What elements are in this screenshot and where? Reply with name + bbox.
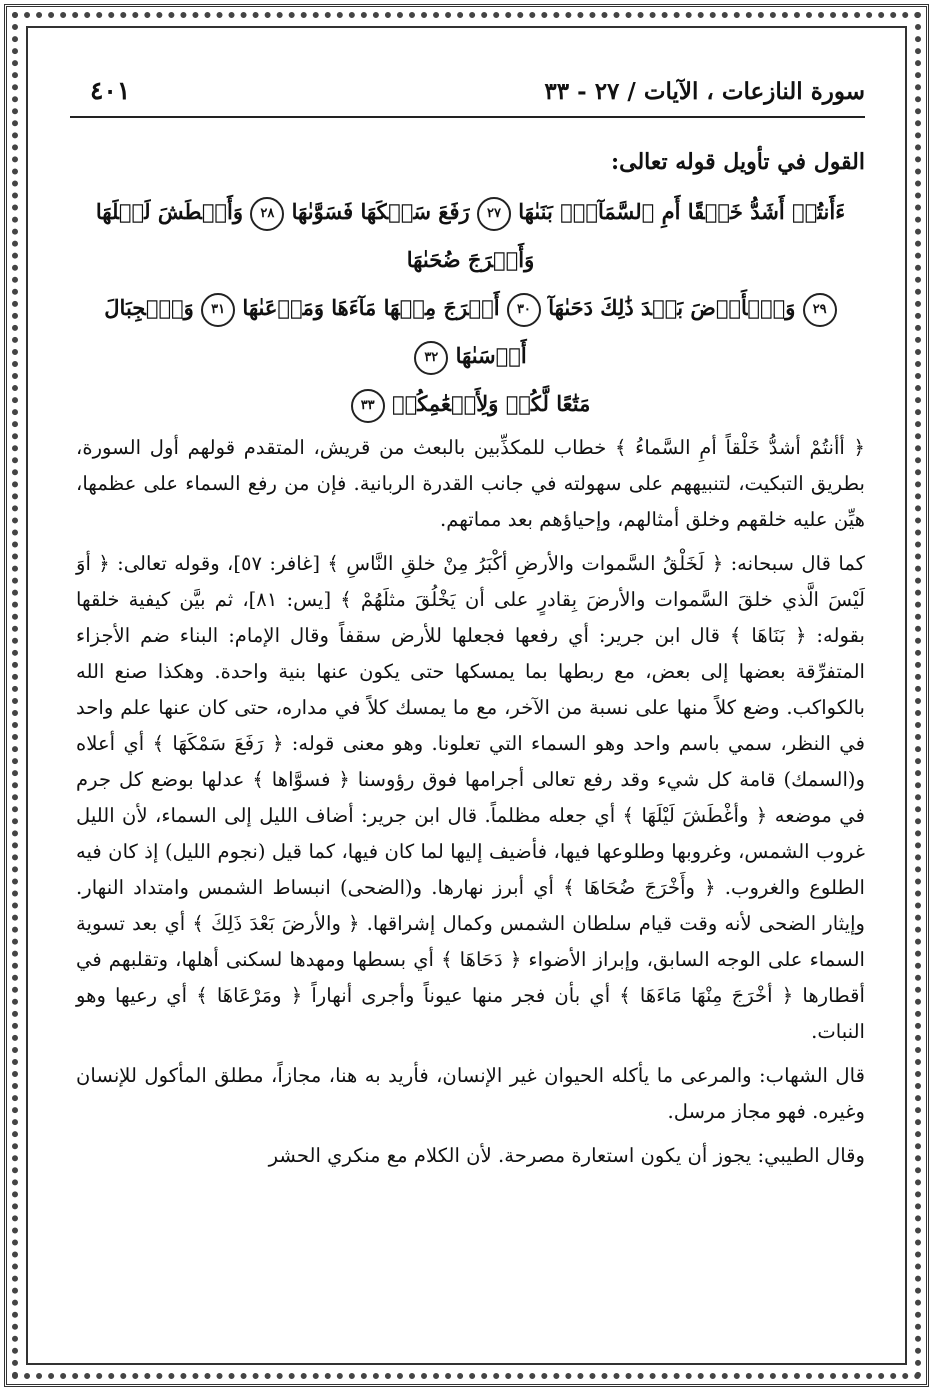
verse-text: وَٱلۡأَرۡضَ بَعۡدَ ذَٰلِكَ دَحَىٰهَآ — [548, 295, 796, 320]
verse-text: ءَأَنتُمۡ أَشَدُّ خَلۡقًا أَمِ ٱلسَّمَآءُۚ بَنَىٰهَا — [518, 199, 846, 224]
commentary-paragraph: ﴿ أأنتُمْ أشدُّ خَلْقاً أمِ السَّماءُ ﴾ خطاب للمكذِّبين بالبعث من قريش، المتقدم قولهم أول السورة، بطريق التبكيت، لتنبيههم على سهولته في جانب القدرة الربانية. فإن من رفع السماء على عظمها، هيِّن عليه خلقهم وخلق أمثالهم، وإحياؤهم بعد مماتهم. — [76, 436, 865, 531]
verse-number-marker: ٢٧ — [477, 197, 511, 231]
verse-number-marker: ٢٨ — [250, 197, 284, 231]
verse-number-marker: ٣٣ — [351, 389, 385, 423]
verse-text: مَتَٰعًا لَّكُمۡ وَلِأَنۡعَٰمِكُمۡ — [391, 391, 591, 416]
verse-number-marker: ٣٠ — [507, 293, 541, 327]
verse-text: أَخۡرَجَ مِنۡهَا مَآءَهَا وَمَرۡعَىٰهَا — [242, 295, 500, 320]
page-number: ٤٠١ — [90, 76, 131, 105]
verse-number-marker: ٣١ — [201, 293, 235, 327]
running-title: سورة النازعات ، الآيات / ٢٧ - ٣٣ — [544, 78, 865, 105]
header-rule — [70, 116, 865, 118]
verse-text: وَأَغۡطَشَ لَيۡلَهَا وَأَخۡرَجَ ضُحَىٰهَا — [95, 199, 535, 272]
commentary-paragraph: قال الشهاب: والمرعى ما يأكله الحيوان غير الإنسان، فأريد به هنا، مجازاً، مطلق المأكول للإنسان وغيره. فهو مجاز مرسل. — [76, 1064, 865, 1123]
verse-number-marker: ٢٩ — [803, 293, 837, 327]
commentary-paragraph: وقال الطيبي: يجوز أن يكون استعارة مصرحة. لأن الكلام مع منكري الحشر — [268, 1144, 865, 1167]
verse-text: وَٱلۡجِبَالَ أَرۡسَىٰهَا — [104, 295, 527, 368]
quran-verses-block — [76, 188, 865, 428]
page-content — [76, 144, 865, 1174]
verse-line — [76, 188, 865, 284]
commentary-paragraph: كما قال سبحانه: ﴿ لَخَلْقُ السَّموات والأرضِ أكْبَرُ مِنْ خلقِ النَّاسِ ﴾ [غافر: ٥٧]، وقوله تعالى: ﴿ أوَ لَيْسَ الَّذي خلقَ السَّموات والأرضَ بِقادرٍ على أن يَخْلُقَ مثلَهُمْ ﴾ [يس: ٨١]، ثم بيَّن كيفية خلقها بقوله: ﴿ بَنَاهَا ﴾ قال ابن جرير: أي رفعها فجعلها للأرض سقفاً وقال الإمام: البناء ضم الأجزاء المتفرِّقة بعضها إلى بعض، مع ربطها بما يمسكها حتى يكون عنها بنية واحدة. وهكذا صنع الله بالكواكب. وضع كلاً منها على نسبة من الآخر، مع ما يمسك كلاً في مداره، حتى كان عنها علم واحد في النظر، سمي باسم واحد وهو السماء التي تعلونا. وهو معنى قوله: ﴿ رَفَعَ سَمْكَهَا ﴾ أي أعلاه و(السمك) قامة كل شيء وقد رفع تعالى أجرامها فوق رؤوسنا ﴿ فسوَّاها ﴾ عدلها بوضع كل جرم في موضعه ﴿ وأغْطَشَ لَيْلَهَا ﴾ أي جعله مظلماً. قال ابن جرير: أضاف الليل إلى السماء، لأن الليل غروب الشمس، وغروبها وطلوعها فيها، فأضيف إليها لما كان فيها، كما قيل (نجوم الليل) إذ كان فيه الطلوع والغروب. ﴿ وأَخْرَجَ ضُحَاهَا ﴾ أي أبرز نهارها. و(الضحى) انبساط الشمس وامتداد النهار. وإيثار الضحى لأنه وقت قيام سلطان الشمس وكمال إشراقها. ﴿ والأرضَ بَعْدَ ذَلِكَ ﴾ أي بعد تسوية السماء على الوجه السابق، وإبراز الأضواء ﴿ دَحَاهَا ﴾ أي بسطها ومهدها لسكنى أهلها، وتقلبهم في أقطارها ﴿ أخْرَجَ مِنْهَا مَاءَهَا ﴾ أي بأن فجر منها عيوناً وأجرى أنهاراً ﴿ ومَرْعَاهَا ﴾ أي رعيها وهو النبات. — [76, 552, 865, 1043]
verse-number-marker: ٣٢ — [414, 341, 448, 375]
verse-line — [76, 284, 865, 380]
verse-text: رَفَعَ سَمۡكَهَا فَسَوَّىٰهَا — [291, 199, 470, 224]
verse-line — [76, 380, 865, 428]
page-header — [70, 70, 865, 116]
section-heading: القول في تأويل قوله تعالى: — [611, 149, 865, 175]
